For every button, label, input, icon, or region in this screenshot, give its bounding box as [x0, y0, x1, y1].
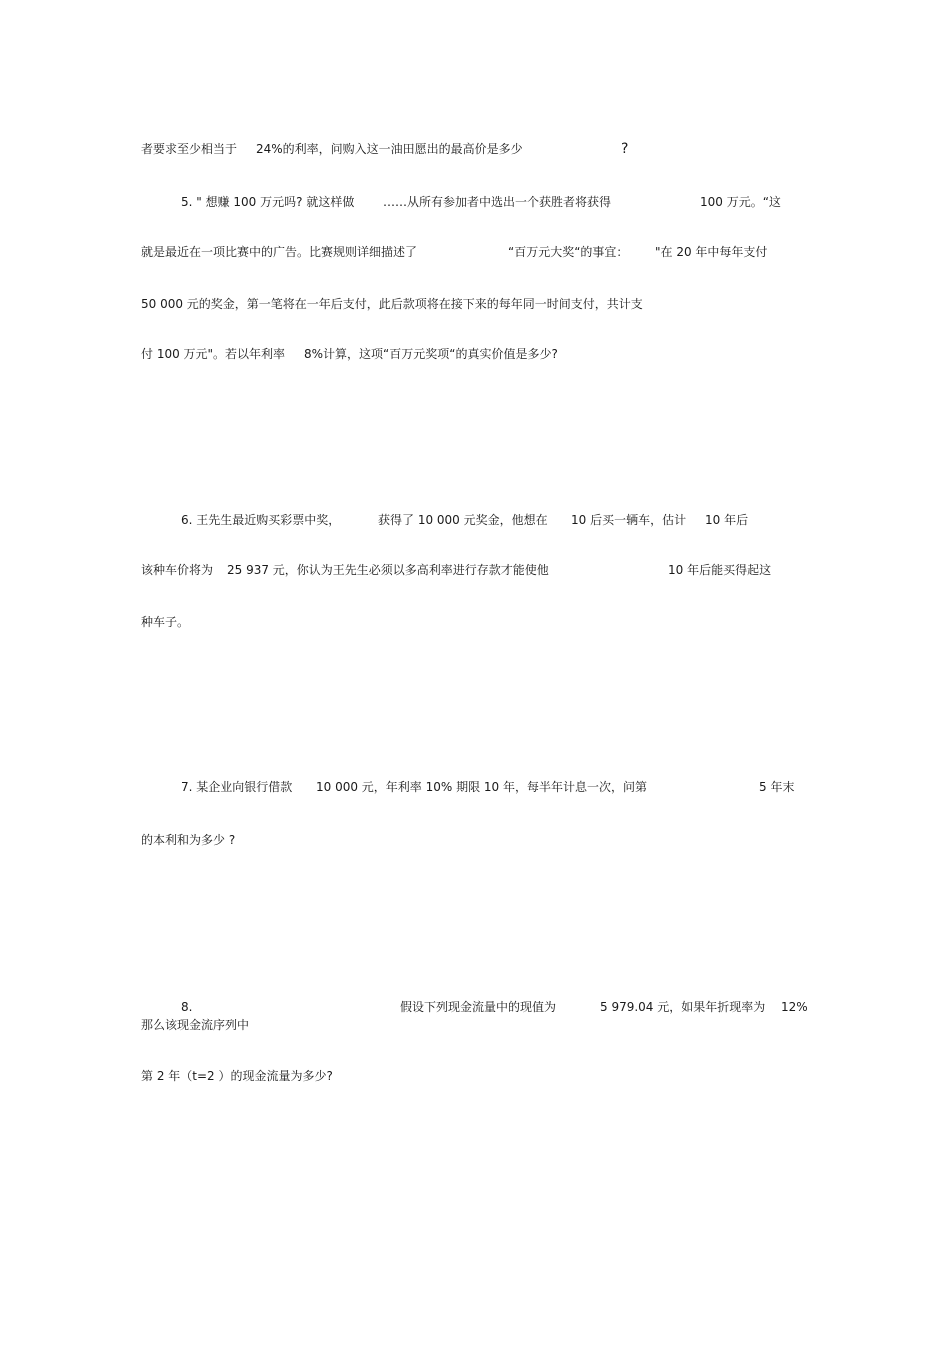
text-line	[0, 1068, 950, 1088]
text-segment: 24%的利率，问购入这一油田愿出的最高价是多少	[256, 142, 523, 156]
text-segment: 种车子。	[141, 615, 190, 629]
text-segment: 那么该现金流序列中	[141, 1018, 250, 1032]
text-segment: 100 万元。“这	[700, 195, 781, 209]
text-segment: 25 937 元，你认为王先生必须以多高利率进行存款才能使他	[227, 563, 549, 577]
text-segment: 就是最近在一项比赛中的广告。比赛规则详细描述了	[141, 245, 418, 259]
text-segment: 6. 王先生最近购买彩票中奖，	[181, 513, 341, 527]
text-segment: ……从所有参加者中选出一个获胜者将获得	[383, 195, 612, 209]
text-segment: ?	[621, 141, 629, 157]
text-segment: "在 20 年中每年支付	[655, 245, 768, 259]
text-line	[0, 194, 950, 214]
text-line	[0, 614, 950, 634]
text-segment: 5. " 想赚 100 万元吗? 就这样做	[181, 195, 355, 209]
text-segment: 12%	[781, 1000, 808, 1014]
text-segment: 该种车价将为	[141, 563, 214, 577]
text-segment: 50 000 元的奖金，第一笔将在一年后支付，此后款项将在接下来的每年同一时间支付，共计支	[141, 297, 643, 311]
text-segment: 获得了 10 000 元奖金，他想在	[378, 513, 548, 527]
text-line	[0, 1017, 950, 1037]
text-line	[0, 999, 950, 1019]
text-segment: 10 年后	[705, 513, 749, 527]
text-segment: 5 年末	[759, 780, 795, 794]
text-line	[0, 296, 950, 316]
text-segment: 假设下列现金流量中的现值为	[400, 1000, 557, 1014]
text-line	[0, 141, 950, 161]
text-segment: 5 979.04 元，如果年折现率为	[600, 1000, 766, 1014]
text-line	[0, 562, 950, 582]
text-segment: 7. 某企业向银行借款	[181, 780, 293, 794]
text-line	[0, 346, 950, 366]
text-segment: “百万元大奖“的事宜：	[508, 245, 629, 259]
text-segment: 8%计算，这项“百万元奖项“的真实价值是多少?	[304, 347, 558, 361]
text-segment: 者要求至少相当于	[141, 142, 238, 156]
text-segment: 第 2 年（t=2 ）的现金流量为多少?	[141, 1069, 333, 1083]
text-line	[0, 779, 950, 799]
text-segment: 付 100 万元"。若以年利率	[141, 347, 286, 361]
text-segment: 的本利和为多少 ?	[141, 833, 236, 847]
text-line	[0, 832, 950, 852]
text-line	[0, 244, 950, 264]
text-segment: 8.	[181, 1000, 193, 1014]
text-segment: 10 后买一辆车，估计	[571, 513, 687, 527]
text-line	[0, 512, 950, 532]
text-segment: 10 年后能买得起这	[668, 563, 772, 577]
text-segment: 10 000 元，年利率 10% 期限 10 年，每半年计息一次，问第	[316, 780, 648, 794]
